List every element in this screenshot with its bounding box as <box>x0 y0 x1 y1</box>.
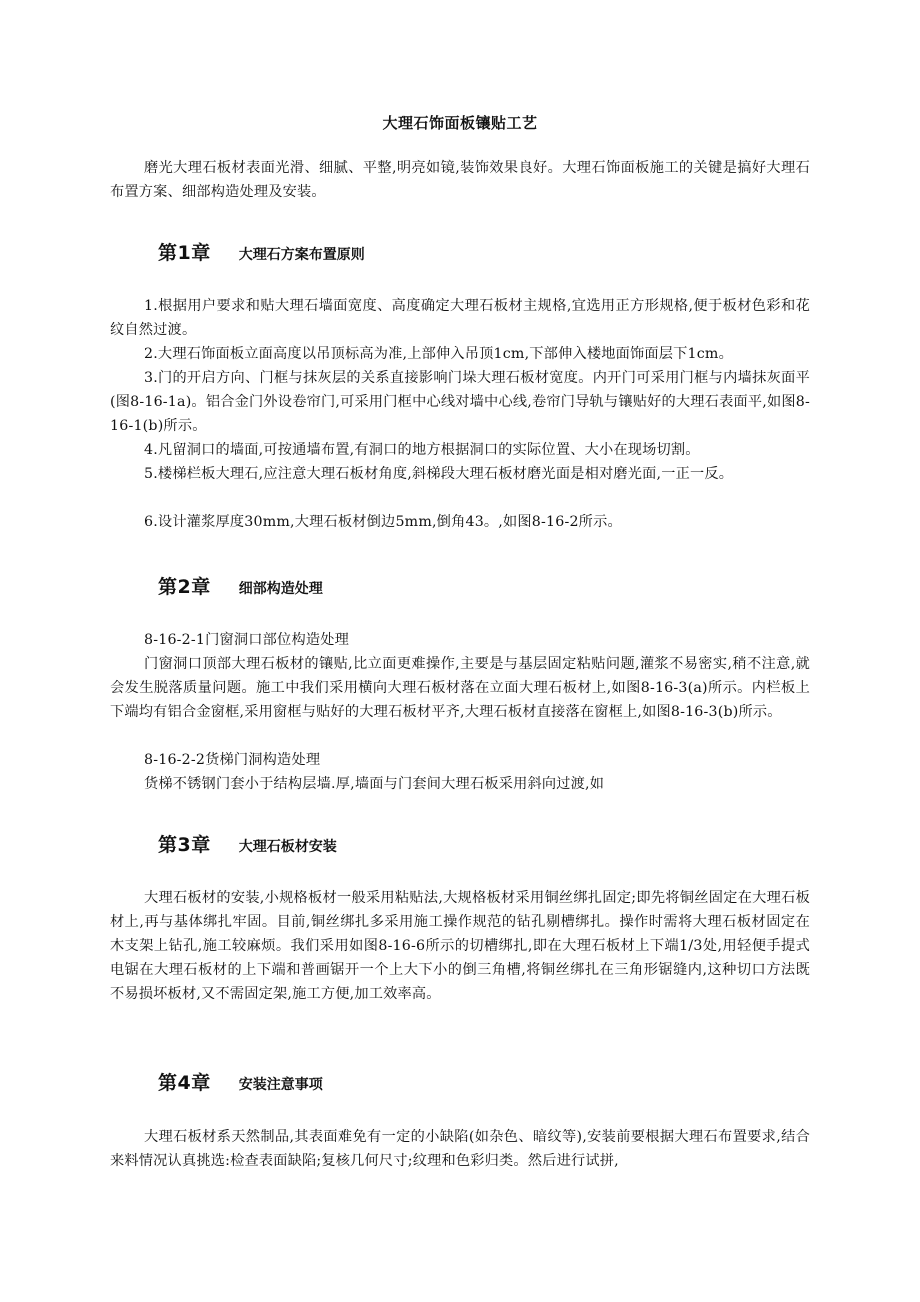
section-heading-8-16-2-1: 8-16-2-1门窗洞口部位构造处理 <box>144 632 349 648</box>
chapter-number: 第3章 <box>158 834 211 856</box>
chapter-1-item-1: 1.根据用户要求和贴大理石墙面宽度、高度确定大理石板材主规格,宜选用正方形规格,便于板材色彩和花纹自然过渡。 <box>110 298 810 338</box>
chapter-4-paragraph: 大理石板材系天然制品,其表面难免有一定的小缺陷(如杂色、暗纹等),安装前要根据大理石布置要求,结合来料情况认真挑选:检查表面缺陷;复核几何尺寸;纹理和色彩归类。然后进行试拼, <box>110 1129 810 1169</box>
chapter-4-heading <box>158 1068 323 1095</box>
chapter-title: 安装注意事项 <box>238 1077 323 1093</box>
chapter-2-paragraph-2: 货梯不锈钢门套小于结构层墙.厚,墙面与门套间大理石板采用斜向过渡,如 <box>144 776 605 792</box>
chapter-2-paragraph-1: 门窗洞口顶部大理石板材的镶贴,比立面更难操作,主要是与基层固定粘贴问题,灌浆不易密实,稍不注意,就会发生脱落质量问题。施工中我们采用横向大理石板材落在立面大理石板材上,如图8-16-3(a)所示。内栏板上下端均有铝合金窗框,采用窗框与贴好的大理石板材平齐,大理石板材直接落在窗框上,如图8-16-3(b)所示。 <box>110 656 810 720</box>
chapter-number: 第4章 <box>158 1072 211 1094</box>
section-heading-8-16-2-2: 8-16-2-2货梯门洞构造处理 <box>144 752 321 768</box>
chapter-title: 大理石板材安装 <box>238 839 337 855</box>
chapter-title: 细部构造处理 <box>238 581 323 597</box>
chapter-2-heading <box>158 572 323 599</box>
chapter-1-item-6: 6.设计灌浆厚度30mm,大理石板材倒边5mm,倒角43。,如图8-16-2所示。 <box>144 514 622 530</box>
chapter-1-item-3: 3.门的开启方向、门框与抹灰层的关系直接影响门垛大理石板材宽度。内开门可采用门框与内墙抹灰面平(图8-16-1a)。铝合金门外设卷帘门,可采用门框中心线对墙中心线,卷帘门导轨与镶贴好的大理石表面平,如图8-16-1(b)所示。 <box>110 370 810 434</box>
chapter-1-heading <box>158 238 365 265</box>
chapter-title: 大理石方案布置原则 <box>238 247 365 263</box>
intro-paragraph: 磨光大理石板材表面光滑、细腻、平整,明亮如镜,装饰效果良好。大理石饰面板施工的关键是搞好大理石布置方案、细部构造处理及安装。 <box>110 160 810 200</box>
chapter-1-item-5: 5.楼梯栏板大理石,应注意大理石板材角度,斜梯段大理石板材磨光面是相对磨光面,一正一反。 <box>144 466 734 482</box>
chapter-number: 第2章 <box>158 576 211 598</box>
document-title: 大理石饰面板镶贴工艺 <box>382 114 538 132</box>
chapter-number: 第1章 <box>158 242 211 264</box>
chapter-3-heading <box>158 830 337 857</box>
chapter-3-paragraph: 大理石板材的安装,小规格板材一般采用粘贴法,大规格板材采用铜丝绑扎固定;即先将铜丝固定在大理石板材上,再与基体绑扎牢固。目前,铜丝绑扎多采用施工操作规范的钻孔剔槽绑扎。操作时需将大理石板材固定在木支架上钻孔,施工较麻烦。我们采用如图8-16-6所示的切槽绑扎,即在大理石板材上下端1/3处,用轻便手提式电锯在大理石板材的上下端和普画锯开一个上大下小的倒三角槽,将铜丝绑扎在三角形锯缝内,这种切口方法既不易损坏板材,又不需固定架,施工方便,加工效率高。 <box>110 890 810 1002</box>
chapter-1-item-2: 2.大理石饰面板立面高度以吊顶标高为准,上部伸入吊顶1cm,下部伸入楼地面饰面层下1cm。 <box>144 346 733 362</box>
chapter-1-item-4: 4.凡留洞口的墙面,可按通墙布置,有洞口的地方根据洞口的实际位置、大小在现场切割。 <box>144 442 700 458</box>
